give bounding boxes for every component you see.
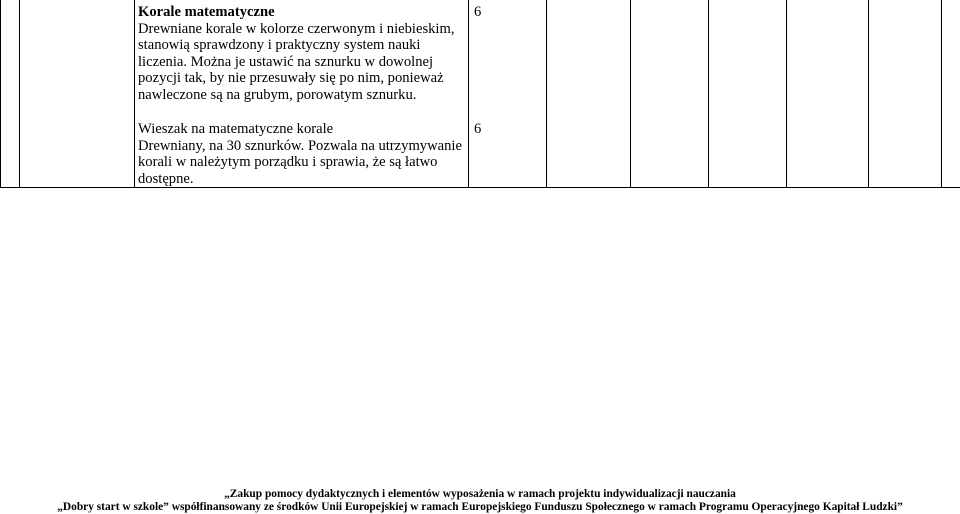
column-border xyxy=(708,0,709,188)
item-title: Korale matematyczne xyxy=(138,4,275,20)
item-quantity: 6 xyxy=(474,121,482,137)
column-border xyxy=(0,0,1,188)
footer-line-1: „Zakup pomocy dydaktycznych i elementów wyposażenia w ramach projektu indywidualizacji nauczania xyxy=(224,488,736,500)
item-quantity: 6 xyxy=(474,4,482,20)
column-border xyxy=(941,0,942,188)
table-row xyxy=(138,121,468,187)
column-border xyxy=(630,0,631,188)
column-border xyxy=(19,0,20,188)
row-border xyxy=(0,187,960,188)
column-border xyxy=(868,0,869,188)
item-description: Drewniany, na 30 sznurków. Pozwala na utrzymywanie korali w należytym porządku i sprawia, że są łatwo dostępne. xyxy=(138,137,462,187)
column-border xyxy=(786,0,787,188)
footer-line-2: „Dobry start w szkole” współfinansowany ze środków Unii Europejskiej w ramach Europejskiego Funduszu Społecznego w ramach Programu Operacyjnego Kapitał Ludzki” xyxy=(57,501,903,513)
item-title: Wieszak na matematyczne korale xyxy=(138,121,334,137)
column-border xyxy=(134,0,135,188)
table-row xyxy=(138,4,468,103)
column-border xyxy=(546,0,547,188)
item-description: Drewniane korale w kolorze czerwonym i niebieskim, stanowią sprawdzony i praktyczny system nauki liczenia. Można je ustawić na sznurku w dowolnej pozycji tak, by nie przesuwały się po nim, ponieważ nawleczone są na grubym, porowatym sznurku. xyxy=(138,20,455,103)
column-border xyxy=(468,0,469,188)
